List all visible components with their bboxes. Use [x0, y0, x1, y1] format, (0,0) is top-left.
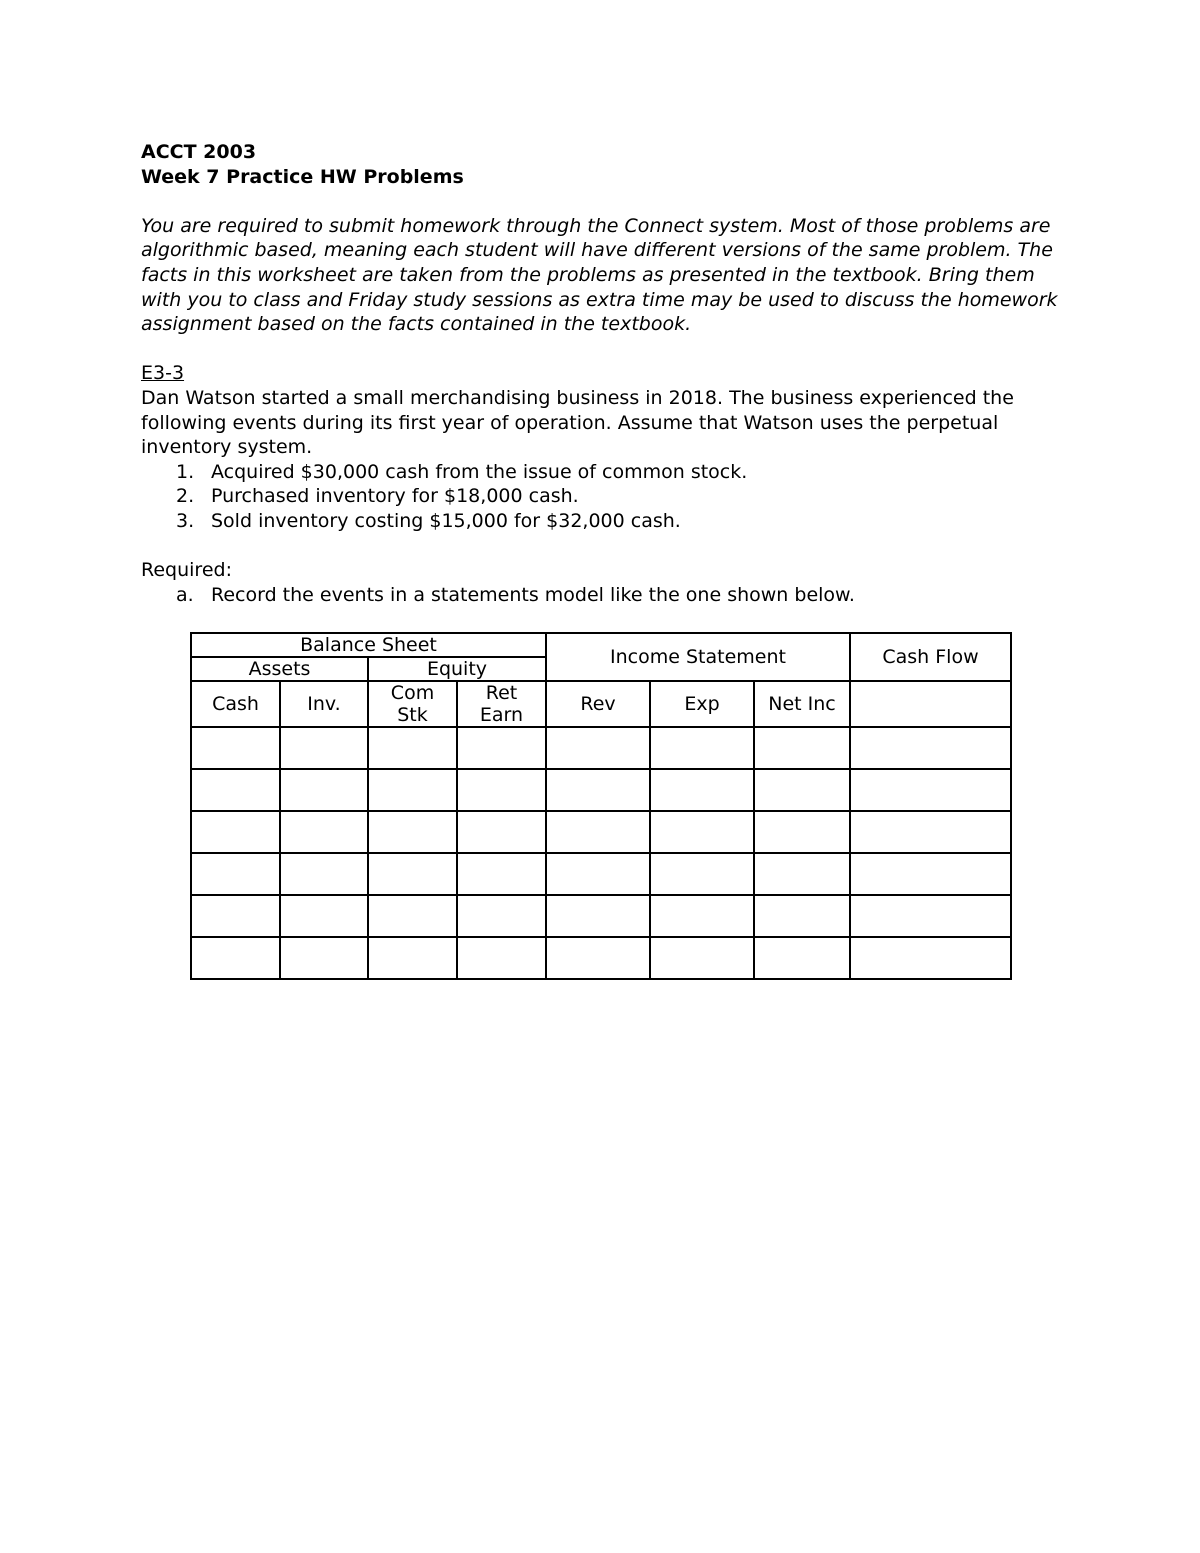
table-cell[interactable] [280, 811, 368, 853]
table-cell[interactable] [754, 895, 850, 937]
table-cell[interactable] [754, 811, 850, 853]
table-cell[interactable] [457, 727, 546, 769]
table-cell[interactable] [650, 895, 754, 937]
list-number: 2. [176, 485, 195, 508]
table-row [191, 811, 1011, 853]
requirement-list [141, 583, 1061, 608]
table-cell[interactable] [280, 895, 368, 937]
table-cell[interactable] [368, 895, 457, 937]
table-cell[interactable] [280, 769, 368, 811]
table-cell[interactable] [191, 769, 280, 811]
balance-sheet-header: Balance Sheet [191, 633, 546, 657]
table-cell[interactable] [368, 727, 457, 769]
revenue-column-header: Rev [546, 681, 650, 727]
table-cell[interactable] [850, 895, 1011, 937]
list-number: 3. [176, 509, 195, 532]
table-cell[interactable] [850, 937, 1011, 979]
statements-model-table [190, 632, 1012, 980]
table-cell[interactable] [650, 811, 754, 853]
intro-paragraph: You are required to submit homework through the Connect system. Most of those problems are algorithmic based, meaning each student will have different versions of the same problem. The facts in this worksheet are taken from the problems as presented in the textbook. Bring them with you to class and Friday study sessions as extra time may be used to discuss the homework assignment based on the facts contained in the textbook. [141, 214, 1058, 336]
cash-column-header: Cash [191, 681, 280, 727]
document-body [141, 140, 1061, 607]
table-row [191, 937, 1011, 979]
table-cell[interactable] [191, 937, 280, 979]
list-number: 1. [176, 460, 195, 483]
list-text: Purchased inventory for $18,000 cash. [211, 485, 579, 508]
table-cell[interactable] [457, 769, 546, 811]
cash-flow-column-blank [850, 681, 1011, 727]
table-row [191, 769, 1011, 811]
table-cell[interactable] [754, 727, 850, 769]
table-cell[interactable] [280, 853, 368, 895]
list-item [141, 583, 1061, 608]
table-cell[interactable] [368, 769, 457, 811]
table-cell[interactable] [457, 895, 546, 937]
list-text: Sold inventory costing $15,000 for $32,000 cash. [211, 509, 681, 532]
retained-earnings-line-2: Earn [479, 704, 524, 726]
table-cell[interactable] [754, 769, 850, 811]
table-cell[interactable] [191, 895, 280, 937]
table-cell[interactable] [191, 853, 280, 895]
table-cell[interactable] [650, 727, 754, 769]
table-cell[interactable] [850, 811, 1011, 853]
list-text: Acquired $30,000 cash from the issue of common stock. [211, 460, 748, 483]
table-cell[interactable] [368, 937, 457, 979]
common-stock-column-header [368, 681, 457, 727]
assets-header: Assets [191, 657, 368, 681]
common-stock-line-1: Com [390, 682, 435, 704]
inventory-column-header: Inv. [280, 681, 368, 727]
table-cell[interactable] [546, 853, 650, 895]
table-cell[interactable] [191, 811, 280, 853]
list-item [141, 460, 1061, 485]
retained-earnings-column-header [457, 681, 546, 727]
problem-description: Dan Watson started a small merchandising business in 2018. The business experienced the following events during its first year of operation. Assume that Watson uses the perpetual inventory system. [141, 386, 1014, 459]
table-cell[interactable] [650, 937, 754, 979]
table-cell[interactable] [457, 937, 546, 979]
table-cell[interactable] [280, 937, 368, 979]
retained-earnings-line-1: Ret [485, 682, 518, 704]
table-cell[interactable] [650, 853, 754, 895]
common-stock-line-2: Stk [397, 704, 428, 726]
table-cell[interactable] [850, 727, 1011, 769]
table-cell[interactable] [457, 853, 546, 895]
table-cell[interactable] [546, 895, 650, 937]
course-title: ACCT 2003 [141, 141, 257, 163]
table-cell[interactable] [850, 853, 1011, 895]
list-text: Record the events in a statements model like the one shown below. [211, 583, 855, 606]
list-item [141, 509, 1061, 534]
table-cell[interactable] [650, 769, 754, 811]
table-cell[interactable] [850, 769, 1011, 811]
cash-flow-header: Cash Flow [850, 633, 1011, 681]
income-statement-header: Income Statement [546, 633, 850, 681]
expense-column-header: Exp [650, 681, 754, 727]
table-cell[interactable] [368, 811, 457, 853]
table-cell[interactable] [754, 937, 850, 979]
worksheet-title: Week 7 Practice HW Problems [141, 165, 464, 188]
table-row [191, 853, 1011, 895]
table-cell[interactable] [546, 811, 650, 853]
event-list [141, 460, 1061, 534]
table-cell[interactable] [191, 727, 280, 769]
list-number: a. [176, 583, 194, 606]
table-cell[interactable] [754, 853, 850, 895]
list-item [141, 484, 1061, 509]
table-row [191, 895, 1011, 937]
table-cell[interactable] [368, 853, 457, 895]
table-cell[interactable] [280, 727, 368, 769]
table-cell[interactable] [546, 937, 650, 979]
required-label: Required: [141, 559, 232, 582]
equity-header: Equity [368, 657, 546, 681]
table-row [191, 727, 1011, 769]
problem-id: E3-3 [141, 362, 185, 385]
table-cell[interactable] [457, 811, 546, 853]
net-income-column-header: Net Inc [754, 681, 850, 727]
table-cell[interactable] [546, 727, 650, 769]
table-cell[interactable] [546, 769, 650, 811]
